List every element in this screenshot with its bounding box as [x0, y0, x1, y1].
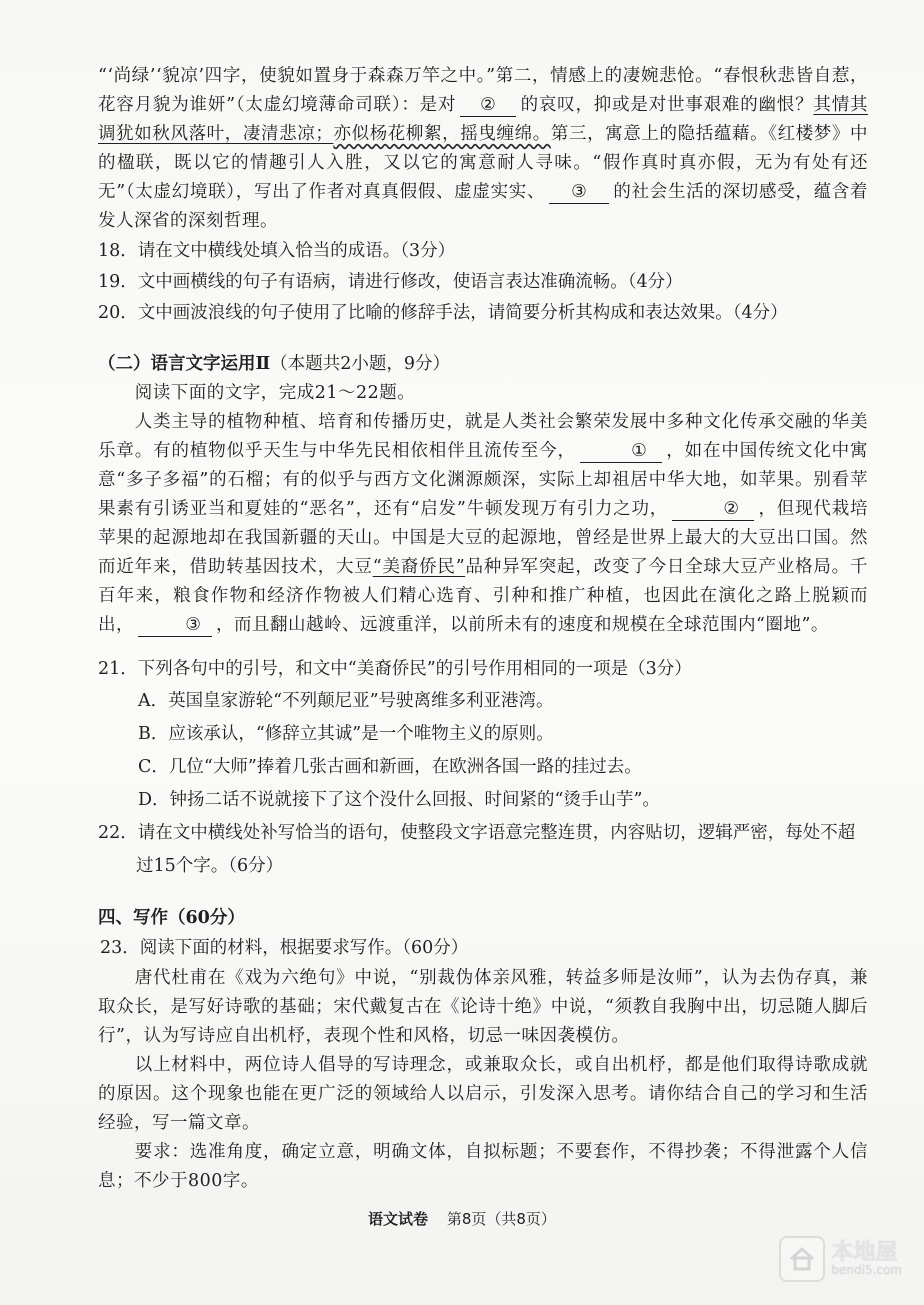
passage-text-1: “‘尚绿’‘貌凉’四字，使貌如置身于森森万竿之中。”第二，情感上的凄婉悲怆。“春恨秋悲皆自惹，花容月貌为谁妍”（太虚幻境薄命司联）：是对 — [98, 66, 868, 115]
passage-text-4: 的社会生活的深切感受，蕴含着发人深省的深刻哲理。 — [98, 182, 869, 231]
quoted-term: “美裔侨民” — [372, 557, 466, 577]
blank-3b: ③ — [138, 614, 212, 637]
question-18: 18．请在文中横线处填入恰当的成语。（3分） — [98, 241, 456, 261]
writing-requirements: 要求：选准角度，确定立意，明确文体，自拟标题；不要套作，不得抄袭；不得泄露个人信息；不少于800字。 — [98, 1142, 868, 1191]
section-2-heading: （二）语言文字运用Ⅱ（本题共2小题，9分） — [98, 354, 451, 374]
page-content — [98, 62, 868, 1196]
question-22: 22．请在文中横线处补写恰当的语句，使整段文字语意完整连贯，内容贴切，逻辑严密，每处不超过15个字。（6分） — [98, 823, 856, 876]
question-20: 20．文中画波浪线的句子使用了比喻的修辞手法，请简要分析其构成和表达效果。（4分） — [98, 303, 788, 323]
watermark — [779, 1236, 902, 1282]
passage-text-2: 的哀叹，抑或是对世事艰难的幽恨？ — [520, 95, 814, 115]
house-icon — [779, 1236, 825, 1282]
section-2-passage: 人类主导的植物种植、培育和传播历史，就是人类社会繁荣发展中多种文化传承交融的华美乐章。有的植物似乎天生与中华先民相依相伴且流传至今， ① ，如在中国传统文化中寓意“多子多福”的石榴；有的似乎与西方文化渊源颇深，实际上却祖居中华大地，如苹果。别看苹果素有引诱亚当和夏娃的“恶名”，还有“启发”牛顿发现万有引力之功， ② ，但现代栽培苹果的起源地却在我国新疆的天山。中国是大豆的起源地，曾经是世界上最大的大豆出口国。然而近年来，借助转基因技术，大豆“美裔侨民”品种异军突起，改变了今日全球大豆产业格局。千百年来，粮食作物和经济作物被人们精心选育、引种和推广种植，也因此在演化之路上脱颖而出， ③ ，而且翻山越岭、远渡重洋，以前所未有的速度和规模在全球范围内“圈地”。 — [98, 412, 869, 635]
blank-3: ③ — [549, 181, 609, 204]
option-c: C．几位“大师”捧着几张古画和新画，在欧洲各国一路的挂过去。 — [138, 757, 642, 777]
option-a: A．英国皇家游轮“不列颠尼亚”号驶离维多利亚港湾。 — [138, 691, 554, 711]
writing-material-2: 以上材料中，两位诗人倡导的写诗理念，或兼取众长，或自出机杼，都是他们取得诗歌成就的原因。这个现象也能在更广泛的领域给人以启示，引发深入思考。请你结合自己的学习和生活经验，写一篇文章。 — [98, 1055, 868, 1133]
passage-paragraph — [98, 62, 868, 236]
watermark-domain: bendi5.com — [831, 1263, 902, 1278]
question-19: 19．文中画横线的句子有语病，请进行修改，使语言表达准确流畅。（4分） — [98, 272, 683, 292]
wavy-sentence: 亦似杨花柳絮，摇曳缠绵。 — [333, 124, 551, 144]
blank-1: ① — [580, 440, 662, 463]
underlined-sentence: 其情其调犹如秋风落叶，凄清悲凉； — [98, 95, 869, 144]
section-2-instruction: 阅读下面的文字，完成21～22题。 — [134, 383, 416, 403]
question-21: 21．下列各句中的引号，和文中“美裔侨民”的引号作用相同的一项是（3分） — [98, 659, 692, 679]
footer-subject: 语文试卷 — [368, 1210, 429, 1228]
footer-page-number: 第8页（共8页） — [446, 1210, 556, 1228]
question-23: 23．阅读下面的材料，根据要求写作。（60分） — [100, 938, 469, 958]
section-4-heading: 四、写作（60分） — [98, 908, 245, 928]
option-d: D．钟扬二话不说就接下了这个没什么回报、时间紧的“烫手山芋”。 — [138, 790, 660, 810]
writing-material-1: 唐代杜甫在《戏为六绝句》中说，“别裁伪体亲风雅，转益多师是汝师”，认为去伪存真，兼取众长，是写好诗歌的基础；宋代戴复古在《论诗十绝》中说，“须教自我胸中出，切忌随人脚后行”，认为写诗应自出机杼，表现个性和风格，切忌一味因袭模仿。 — [98, 968, 868, 1046]
blank-2: ② — [460, 94, 516, 117]
passage-text-3: 第三，寓意上的隐括蕴藉。《红楼梦》中的楹联，既以它的情趣引人入胜，又以它的寓意耐人寻味。“假作真时真亦假，无为有处有还无”（太虚幻境联），写出了作者对真真假假、虚虚实实、 — [98, 124, 869, 202]
page-footer — [0, 1208, 924, 1229]
option-b: B．应该承认，“修辞立其诚”是一个唯物主义的原则。 — [138, 724, 554, 744]
blank-2b: ② — [672, 498, 754, 521]
watermark-name: 本地屋 — [831, 1240, 898, 1266]
